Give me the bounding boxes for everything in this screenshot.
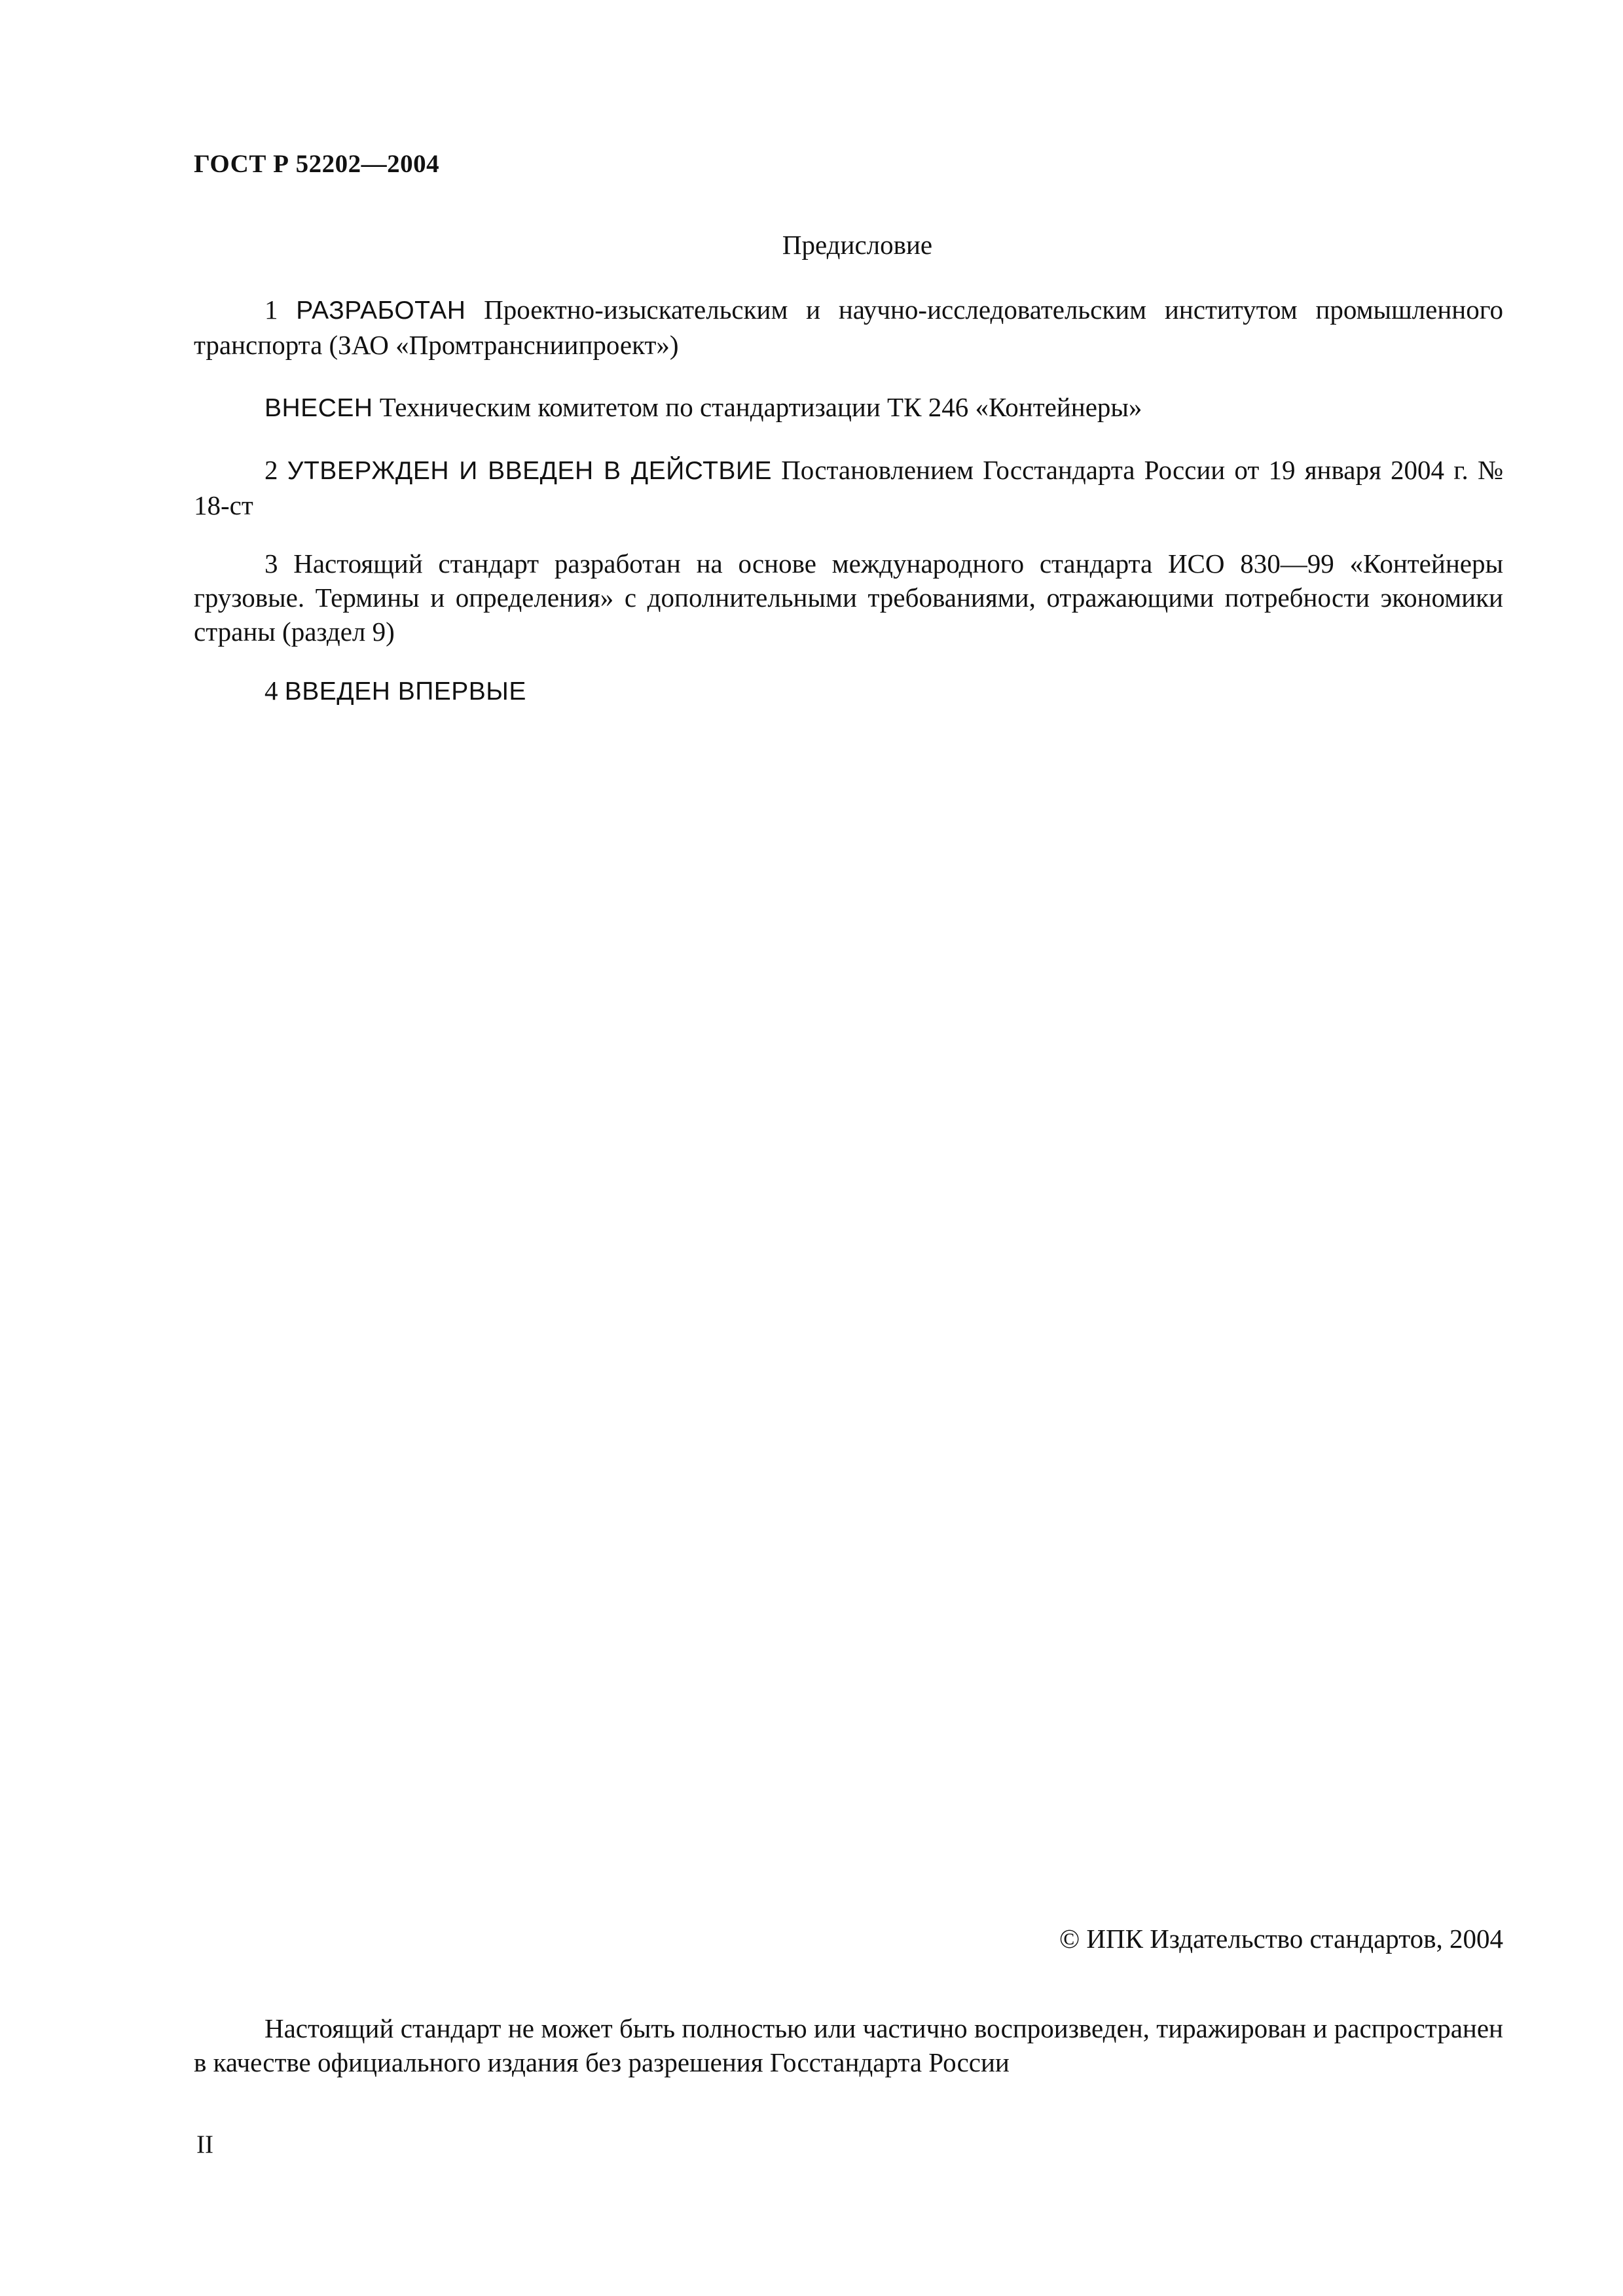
preface-item-1 xyxy=(194,293,1503,362)
item-number: 4 xyxy=(264,675,278,706)
preface-item-2 xyxy=(194,453,1503,522)
item-text: Постановлением Госстандарта России от 19 января 2004 г. № 18-ст xyxy=(194,455,1503,520)
item-caps-label: РАЗРАБОТАН xyxy=(296,296,466,325)
preface-item-4 xyxy=(194,673,1503,709)
preface-item-vnesen xyxy=(194,390,1503,425)
item-number: 1 xyxy=(264,295,278,325)
item-text: Проектно-изыскательским и научно-исследовательским институтом промышленного транспорта (ЗАО «Промтрансниипроект») xyxy=(194,295,1504,360)
item-caps-label: ВНЕСЕН xyxy=(264,394,373,422)
standard-designation: ГОСТ Р 52202—2004 xyxy=(194,150,440,178)
reproduction-notice xyxy=(194,2011,1503,2079)
item-caps-label: УТВЕРЖДЕН И ВВЕДЕН В ДЕЙСТВИЕ xyxy=(287,457,772,485)
copyright-line: © ИПК Издательство стандартов, 2004 xyxy=(1059,1924,1503,1954)
item-text: Настоящий стандарт разработан на основе международного стандарта ИСО 830—99 «Контейнеры грузовые. Термины и определения» с дополнительными требованиями, отражающими потребности экономики страны (раздел 9) xyxy=(194,548,1504,647)
preface-heading: Предисловие xyxy=(782,230,933,260)
notice-text: Настоящий стандарт не может быть полностью или частично воспроизведен, тиражирован и распространен в качестве официального издания без разрешения Госстандарта России xyxy=(194,2013,1503,2077)
item-number: 3 xyxy=(264,548,278,579)
item-caps-label: ВВЕДЕН ВПЕРВЫЕ xyxy=(284,677,526,706)
page-number: II xyxy=(196,2130,213,2159)
item-number: 2 xyxy=(264,455,278,485)
preface-item-3 xyxy=(194,547,1503,649)
item-text: Техническим комитетом по стандартизации ТК 246 «Контейнеры» xyxy=(379,392,1142,422)
